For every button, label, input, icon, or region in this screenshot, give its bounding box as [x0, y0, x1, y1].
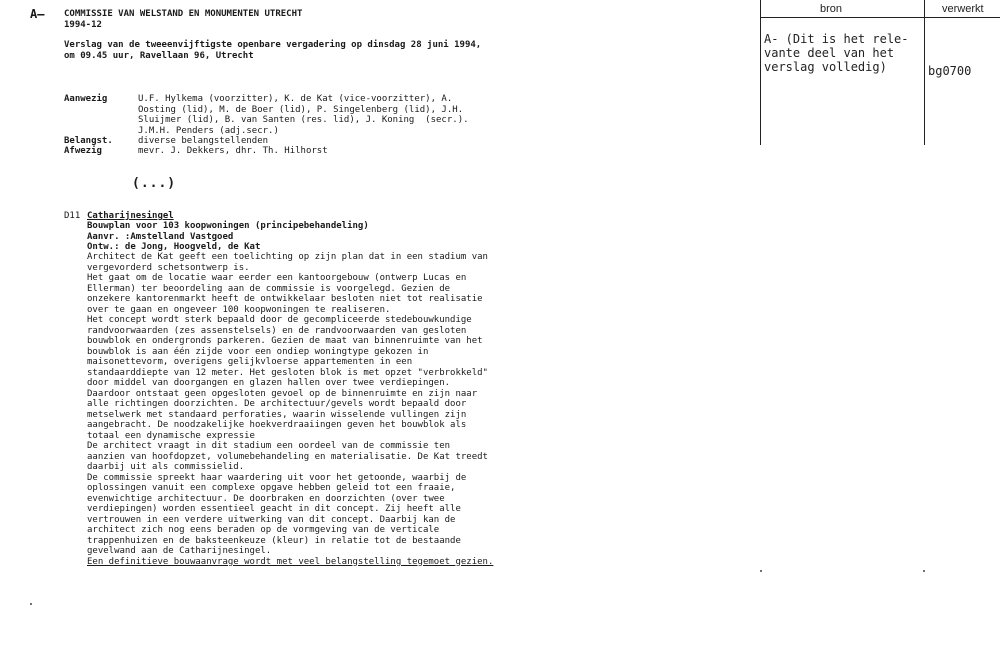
- body-line: daarbij uit als commissielid.: [87, 462, 245, 472]
- table-header-rule: [760, 17, 1000, 18]
- scan-speck: [30, 603, 32, 605]
- body-line: bouwblok is aan één zijde voor een ondiep woningtype gekozen in: [87, 346, 429, 357]
- report-description: [64, 40, 481, 61]
- body-line: trappenhuizen en de baksteenkeuze (kleur) in relatie tot de bestaande: [87, 535, 461, 546]
- body-line: Het concept wordt sterk bepaald door de gecompliceerde stedebouwkundige: [87, 315, 472, 325]
- body-line: door middel van doorgangen en glazen hallen over twee verdiepingen.: [87, 378, 451, 388]
- body-line: standaarddiepte van 12 meter. Het gesloten blok is met opzet "verbrokkeld": [87, 367, 488, 378]
- body-line: aanzien van hoofdopzet, volumebehandeling en materialisatie. De Kat treedt: [87, 451, 488, 462]
- item-body: [87, 252, 493, 567]
- item-subheading: [87, 221, 369, 253]
- body-line: De commissie spreekt haar waardering uit voor het getoonde, waarbij de: [87, 472, 467, 483]
- body-line: bouwblok en ondergronds parkeren. Gezien de maat van binnenruimte van het: [87, 336, 483, 346]
- body-line: evenwichtige architectuur. De doorbraken en doorzichten (over twee: [87, 493, 445, 504]
- processing-table: [760, 0, 1000, 145]
- commission-title: COMMISSIE VAN WELSTAND EN MONUMENTEN UTRECHT: [64, 9, 303, 19]
- report-line: om 09.45 uur, Ravellaan 96, Utrecht: [64, 50, 254, 61]
- scan-speck: [760, 570, 762, 572]
- body-line: vertrouwen in een verdere uitwerking van dit concept. Daarbij kan de: [87, 514, 456, 525]
- item-designer-line: Ontw.: de Jong, Hoogveld, de Kat: [87, 242, 261, 252]
- item-plan-line: Bouwplan voor 103 koopwoningen (principebehandeling): [87, 221, 369, 231]
- report-number: 1994-12: [64, 20, 102, 30]
- present-label: Aanwezig: [64, 94, 108, 104]
- interested-text: diverse belangstellenden: [138, 136, 269, 146]
- report-line: Verslag van de tweeenvijftigste openbare vergadering op dinsdag 28 juni 1994,: [64, 40, 482, 50]
- body-line: over te gaan en ongeveer 100 koopwoningen te realiseren.: [87, 304, 391, 315]
- body-line: randvoorwaarden (zes assenstelsels) en de randvoorwaarden van gesloten: [87, 325, 467, 336]
- scan-speck: [923, 570, 925, 572]
- table-left-border: [760, 0, 761, 145]
- body-line: verdiepingen) worden essentieel geacht in dit concept. Zij heeft alle: [87, 504, 461, 514]
- column-header-bron: bron: [820, 3, 843, 15]
- column-header-verwerkt: verwerkt: [942, 3, 984, 15]
- absent-label: Afwezig: [64, 146, 102, 156]
- body-line: alle richtingen doorzichten. De architectuur/gevels wordt bepaald door: [87, 399, 467, 409]
- body-line: Ellerman) ter beoordeling aan de commissie is voorgelegd. Gezien de: [87, 283, 451, 294]
- margin-marker: A—: [30, 7, 45, 21]
- present-list: U.F. Hylkema (voorzitter), K. de Kat (vice-voorzitter), A. Oosting (lid), M. de Boer (lid), P. Singelenberg (lid), J.H. Sluijmer (lid), B. van Santen (res. lid), J. Koning (secr.). J.M.H. Penders (adj.secr.): [138, 94, 469, 136]
- body-line: oplossingen vanuit een complexe opgave hebben geleid tot een fraaie,: [87, 483, 456, 493]
- item-number: D11: [64, 211, 81, 221]
- body-line: aangebracht. De noodzakelijke hoekverdraaiingen geven het bouwblok als: [87, 420, 467, 430]
- table-column-divider: [924, 0, 925, 145]
- body-line: vergevorderd schetsontwerp is.: [87, 262, 250, 273]
- item-applicant-line: Aanvr. :Amstelland Vastgoed: [87, 231, 234, 242]
- body-line: Het gaat om de locatie waar eerder een kantoorgebouw (ontwerp Lucas en: [87, 273, 467, 283]
- body-line: Een definitieve bouwaanvrage wordt met veel belangstelling tegemoet gezien.: [87, 556, 494, 567]
- body-line: metselwerk met standaard perforaties, waarin wisselende vullingen zijn: [87, 409, 467, 420]
- item-title: Catharijnesingel: [87, 211, 174, 221]
- absent-list: mevr. J. Dekkers, dhr. Th. Hilhorst: [138, 146, 328, 156]
- body-line: onzekere kantorenmarkt heeft de ontwikkelaar besloten niet tot realisatie: [87, 294, 483, 304]
- body-line: maisonettevorm, overigens gelijkvloerse appartementen in een: [87, 357, 413, 367]
- body-line: gevelwand aan de Catharijnesingel.: [87, 546, 272, 556]
- body-line: Daardoor ontstaat geen opgesloten gevoel op de binnenruimte en zijn naar: [87, 388, 478, 399]
- interested-label: Belangst.: [64, 136, 113, 146]
- body-line: architect zich nog eens beraden op de vormgeving van de verticale: [87, 525, 440, 535]
- processed-code: bg0700: [928, 64, 972, 78]
- bron-note: A- (Dit is het rele- vante deel van het verslag volledig): [764, 32, 909, 74]
- omission-ellipsis: (...): [132, 176, 177, 191]
- body-line: De architect vraagt in dit stadium een oordeel van de commissie ten: [87, 441, 451, 451]
- body-line: totaal een dynamische expressie: [87, 430, 255, 441]
- body-line: Architect de Kat geeft een toelichting op zijn plan dat in een stadium van: [87, 252, 488, 262]
